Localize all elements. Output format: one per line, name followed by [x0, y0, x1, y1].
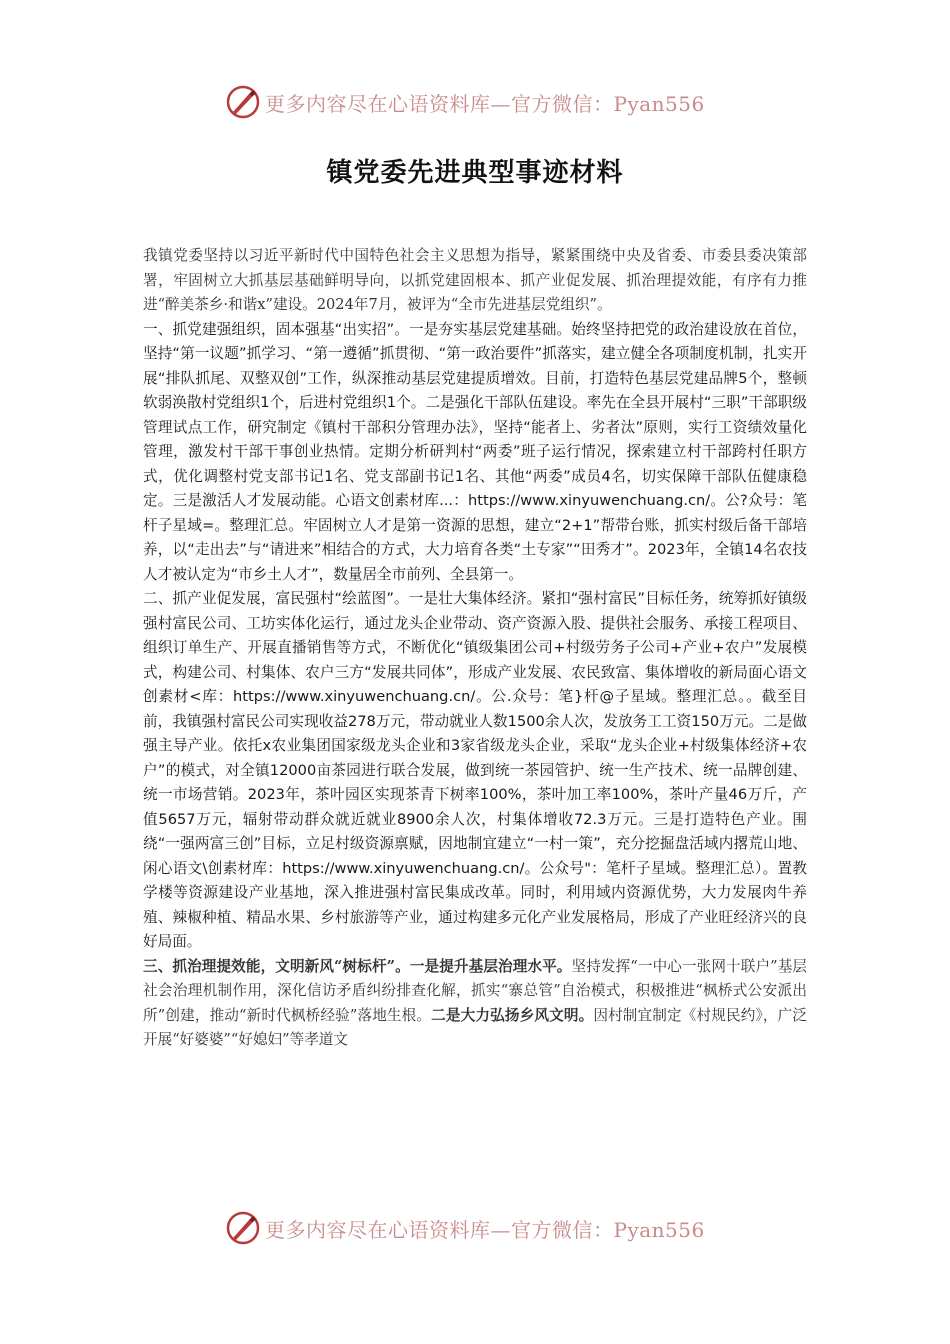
- paragraph-section-3: [143, 955, 807, 1053]
- watermark-text-top: 更多内容尽在心语资料库—官方微信：Pyan556: [265, 91, 705, 116]
- paragraph-section-2: 二、抓产业促发展，富民强村“绘蓝图”。一是壮大集体经济。紧扣“强村富民”目标任务，统筹抓好镇级强村富民公司、工坊实体化运行，通过龙头企业带动、资产资源入股、提供社会服务、承接工程项目、组织订单生产、开展直播销售等方式，不断优化“镇级集团公司+村级劳务子公司+产业+农户”发展模式，构建公司、村集体、农户三方“发展共同体”，形成产业发展、农民致富、集体增收的新局面心语文创素材<库：https://www.xinyuwenchuang.cn/。公.众号：笔}杆@子星域。整理汇总。。截至目前，我镇强村富民公司实现收益278万元，带动就业人数1500余人次，发放务工工资150万元。二是做强主导产业。依托x农业集团国家级龙头企业和3家省级龙头企业，采取“龙头企业+村级集体经济+农户”的模式，对全镇12000亩茶园进行联合发展，做到统一茶园管护、统一生产技术、统一品牌创建、统一市场营销。2023年，茶叶园区实现茶青下树率100%，茶叶加工率100%，茶叶产量46万斤，产值5657万元，辐射带动群众就近就业8900余人次，村集体增收72.3万元。三是打造特色产业。围绕“一强两富三创”目标，立足村级资源禀赋，因地制宜建立“一村一策”，充分挖掘盘活域内撂荒山地、闲心语文\创素材库：https://www.xinyuwenchuang.cn/。公众号"：笔杆子星域。整理汇总）。置教学楼等资源建设产业基地，深入推进强村富民集成改革。同时，利用域内资源优势，大力发展肉牛养殖、辣椒种植、精品水果、乡村旅游等产业，通过构建多元化产业发展格局，形成了产业旺经济兴的良好局面。: [143, 590, 807, 950]
- watermark-banner-bottom: [225, 1208, 705, 1248]
- section-3-heading: 三、抓治理提效能，文明新风“树标杆”。一是提升基层治理水平。: [143, 957, 572, 975]
- section-3-subheading: 二是大力弘扬乡风文明。: [431, 1006, 594, 1024]
- document-body: [143, 244, 807, 1053]
- section-3-text-1: 坚持发挥“一中心一张网十联户”基层社会治理机制作用，深化信访矛盾纠纷排查化解，抓实“寨总管”自治模式，积极推进“枫桥式公安派出所”创建，推动“新时代枫桥经验”落地生根。: [143, 957, 807, 1024]
- paragraph-section-1: 一、抓党建强组织，固本强基“出实招”。一是夯实基层党建基础。始终坚持把党的政治建设放在首位，坚持“第一议题”抓学习、“第一遵循”抓贯彻、“第一政治要件”抓落实，建立健全各项制度机制，扎实开展“排队抓尾、双整双创”工作，纵深推动基层党建提质增效。目前，打造特色基层党建品牌5个，整顿软弱涣散村党组织1个，后进村党组织1个。二是强化干部队伍建设。率先在全县开展村“三职”干部职级管理试点工作，研究制定《镇村干部积分管理办法》，坚持“能者上、劣者汰”原则，实行工资绩效量化管理，激发村干部干事创业热情。定期分析研判村“两委”班子运行情况，探索建立村干部跨村任职方式，优化调整村党支部书记1名、党支部副书记1名、其他“两委”成员4名，切实保障干部队伍健康稳定。三是激活人才发展动能。心语文创素材库...：https://www.xinyuwenchuang.cn/。公?众号：笔杆子星域=。整理汇总。牢固树立人才是第一资源的思想，建立“2+1”帮带台账，抓实村级后备干部培养，以“走出去”与“请进来”相结合的方式，大力培育各类“土专家”“田秀才”。2023年，全镇14名农技人才被认定为“市乡土人才”，数量居全市前列、全县第一。: [143, 320, 807, 583]
- section-3-text-2: 因村制宜制定《村规民约》，广泛开展“好婆婆”“好媳妇”等孝道文: [143, 1006, 807, 1048]
- pen-in-circle-logo-icon: [225, 1210, 261, 1246]
- paragraph-intro: 我镇党委坚持以习近平新时代中国特色社会主义思想为指导，紧紧围绕中央及省委、市委县委决策部署，牢固树立大抓基层基础鲜明导向，以抓党建固根本、抓产业促发展、抓治理提效能，有序有力推进“醉美茶乡·和谐x”建设。2024年7月，被评为“全市先进基层党组织”。: [143, 247, 807, 313]
- page-title: 镇党委先进典型事迹材料: [326, 158, 624, 188]
- pen-in-circle-logo-icon: [225, 84, 261, 120]
- watermark-text-bottom: 更多内容尽在心语资料库—官方微信：Pyan556: [265, 1217, 705, 1242]
- watermark-banner-top: [225, 82, 705, 122]
